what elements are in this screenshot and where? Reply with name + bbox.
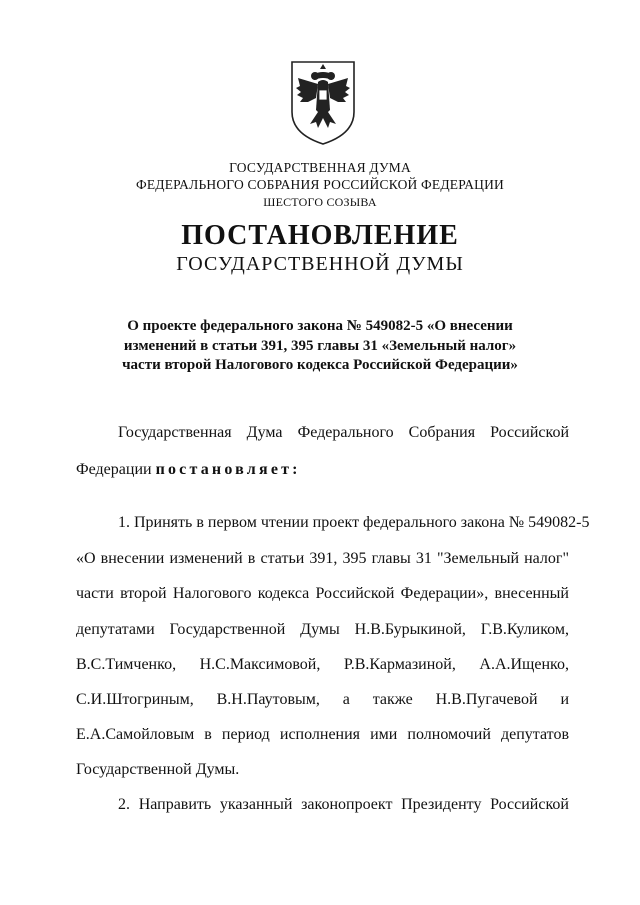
item1-line: депутатами Государственной Думы Н.В.Бурыкиной, Г.В.Куликом, bbox=[76, 621, 569, 638]
convocation-label: ШЕСТОГО СОЗЫВА bbox=[263, 195, 377, 209]
preamble-prefix: Федерации bbox=[76, 461, 152, 478]
item1-line: С.И.Штогриным, В.Н.Паутовым, а также Н.В.Пугачевой и bbox=[76, 691, 569, 708]
item1-line: части второй Налогового кодекса Российской Федерации», внесенный bbox=[76, 585, 569, 602]
item1-line: Е.А.Самойловым в период исполнения ими полномочий депутатов bbox=[76, 726, 569, 743]
subject-line: О проекте федерального закона № 549082-5 «О внесении bbox=[127, 318, 513, 334]
item1-line: Государственной Думы. bbox=[76, 761, 240, 778]
document-title: ПОСТАНОВЛЕНИЕ bbox=[181, 220, 459, 251]
preamble-line bbox=[76, 461, 569, 479]
coat-of-arms-icon bbox=[288, 58, 358, 146]
item1-line: В.С.Тимченко, Н.С.Максимовой, Р.В.Кармазиной, А.А.Ищенко, bbox=[76, 656, 569, 673]
subject-line: изменений в статьи 391, 395 главы 31 «Земельный налог» bbox=[123, 338, 517, 354]
org-name-line1: ГОСУДАРСТВЕННАЯ ДУМА bbox=[229, 160, 411, 175]
preamble-line: Государственная Дума Федерального Собрания Российской bbox=[118, 424, 569, 441]
item2-line: 2. Направить указанный законопроект Президенту Российской bbox=[118, 796, 569, 813]
item1-line: 1. Принять в первом чтении проект федерального закона № 549082-5 bbox=[118, 514, 590, 531]
document-subtitle: ГОСУДАРСТВЕННОЙ ДУМЫ bbox=[176, 253, 464, 275]
subject-line: части второй Налогового кодекса Российской Федерации» bbox=[122, 357, 518, 373]
item1-line: «О внесении изменений в статьи 391, 395 главы 31 "Земельный налог" bbox=[76, 550, 569, 567]
decree-verb: постановляет: bbox=[155, 461, 301, 478]
org-name-line2: ФЕДЕРАЛЬНОГО СОБРАНИЯ РОССИЙСКОЙ ФЕДЕРАЦИИ bbox=[136, 177, 504, 192]
